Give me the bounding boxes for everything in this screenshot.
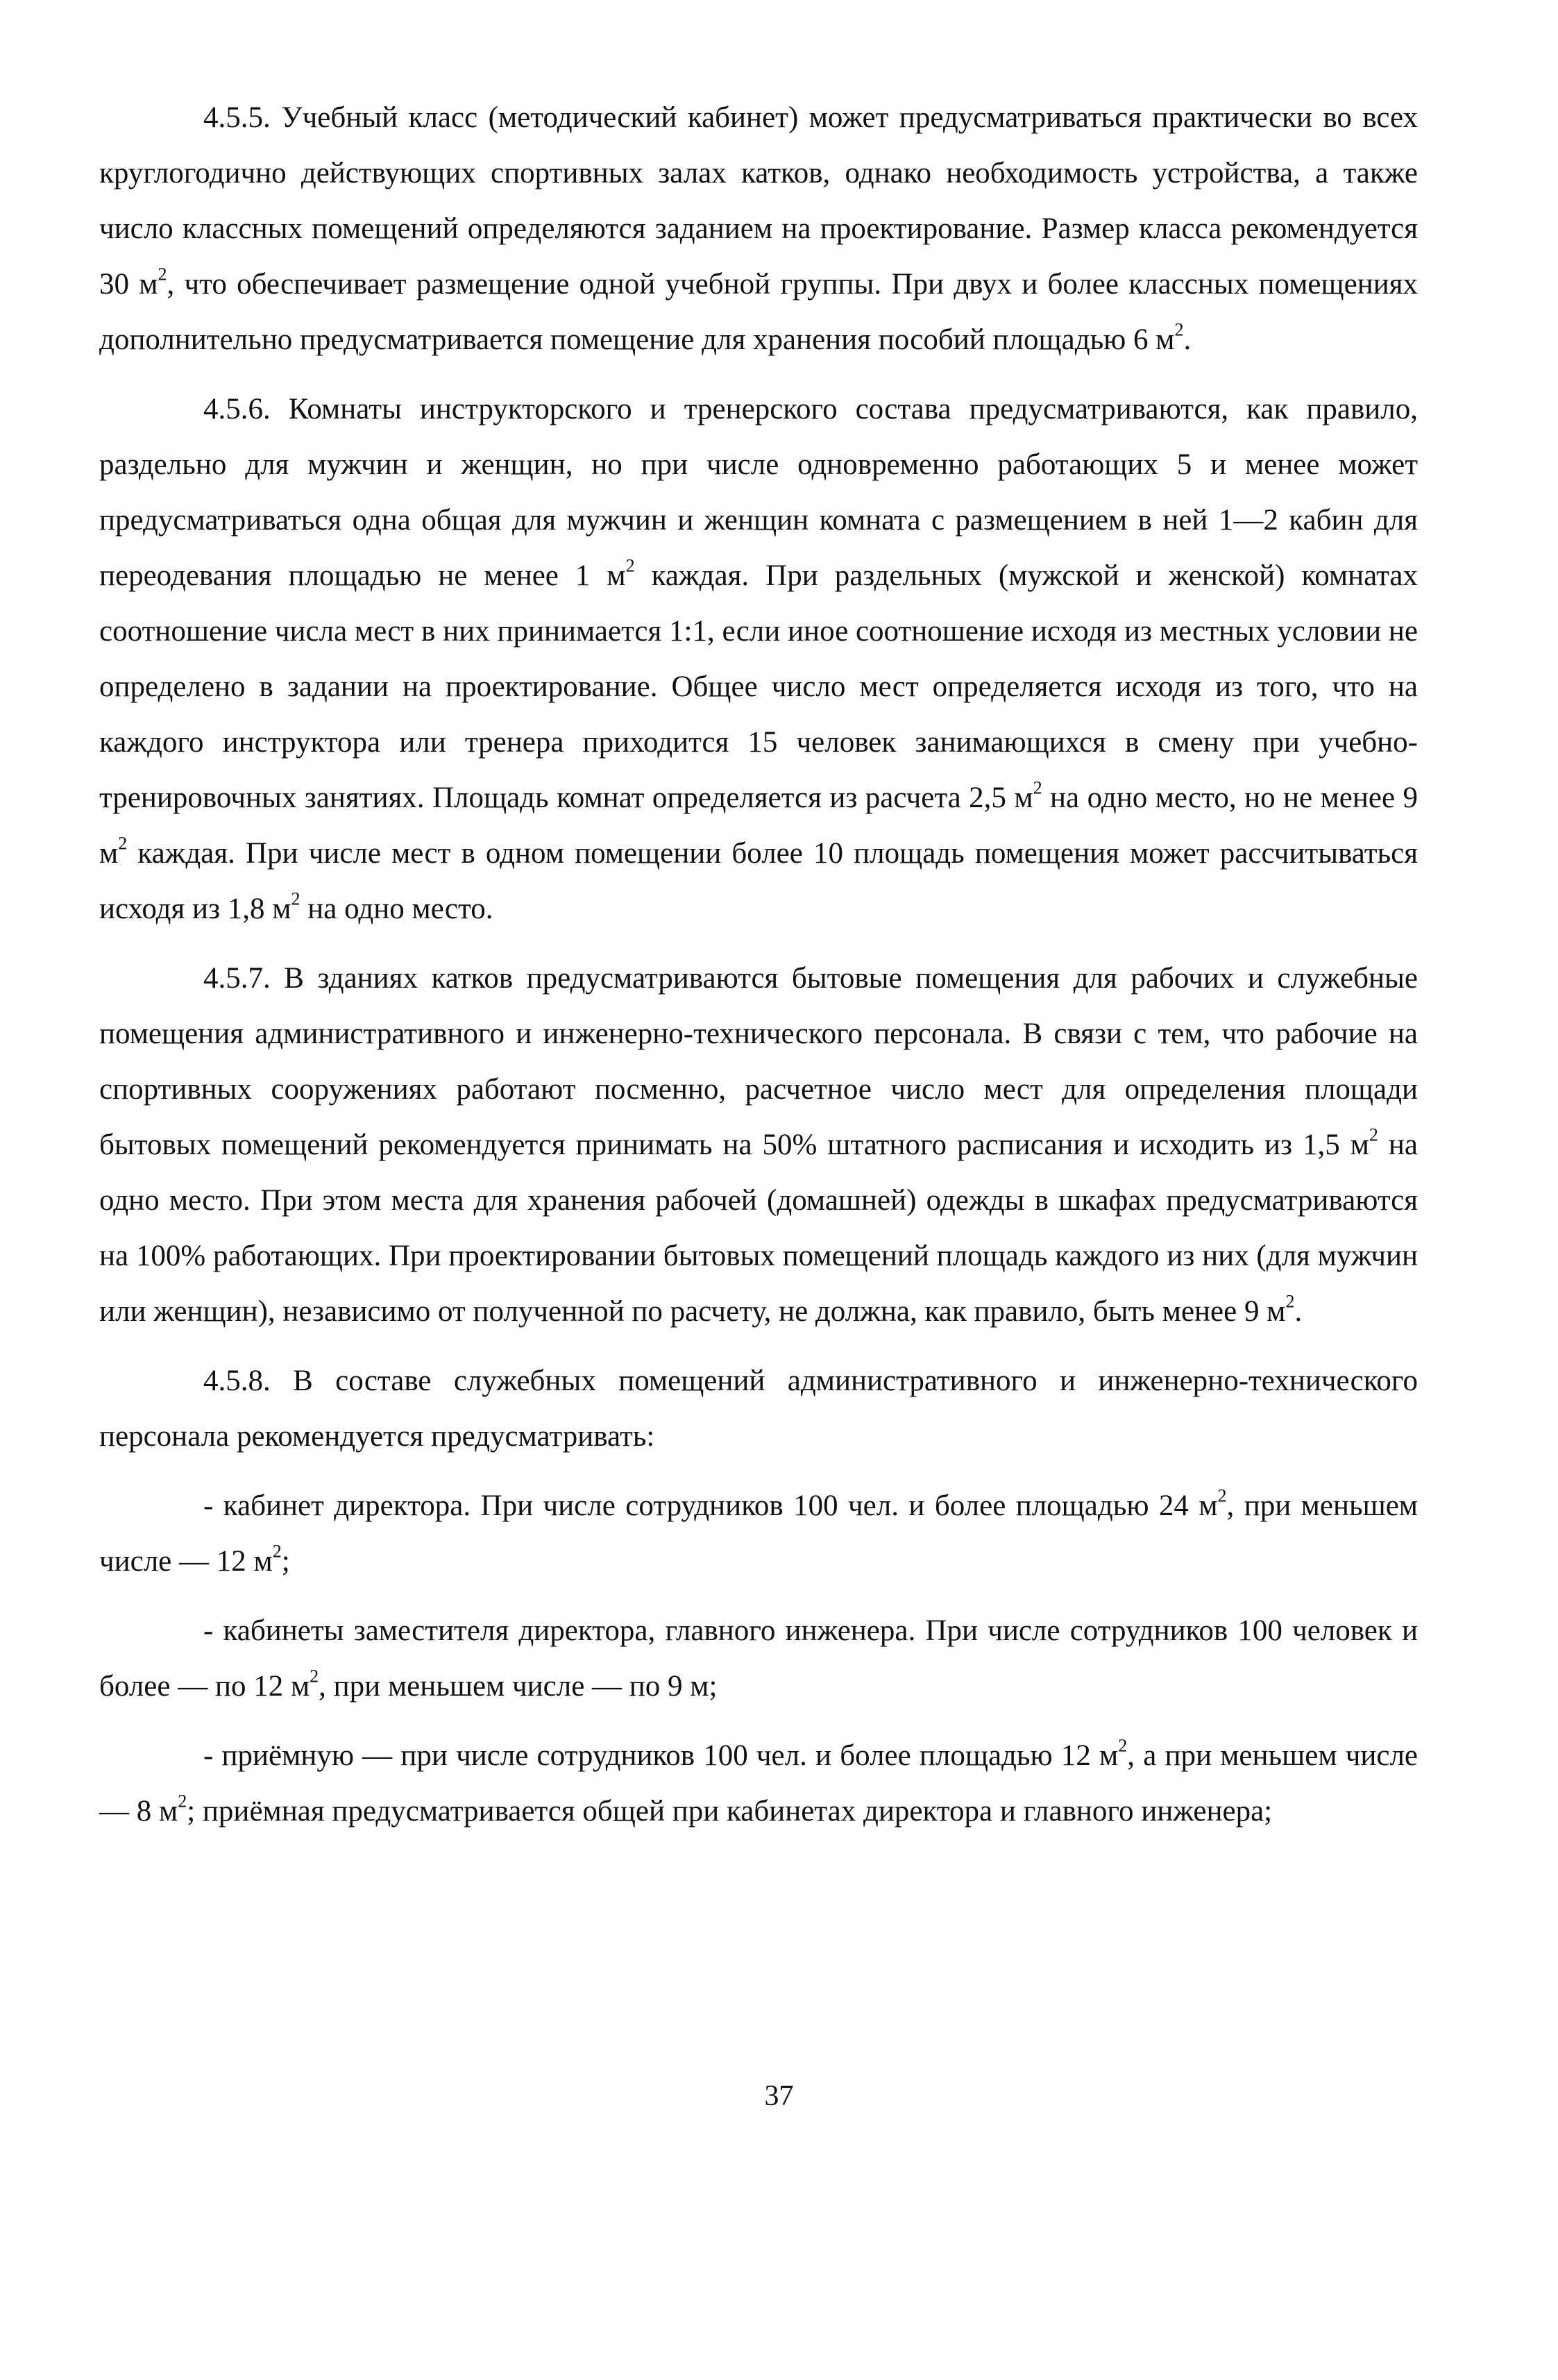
superscript: 2 [1118,1735,1128,1756]
superscript: 2 [310,1666,319,1687]
superscript: 2 [178,1791,187,1812]
superscript: 2 [1285,1291,1295,1312]
superscript: 2 [1174,319,1184,340]
text-run: , а при меньшем числе — 8 м [99,1739,1419,1828]
text-run: на одно место. [300,893,493,925]
text-run: каждая. При числе мест в одном помещении более 10 площадь помещения может рассчитываться исходя из 1,8 м [99,837,1418,925]
paragraph-4-5-5 [99,90,1418,368]
list-item-deputy-offices [99,1603,1418,1714]
text-run: , при меньшем числе — по 9 м; [319,1670,718,1703]
superscript: 2 [272,1541,282,1562]
paragraph-4-5-8 [99,1353,1418,1465]
text-run: - кабинет директора. При числе сотрудников 100 чел. и более площадью 24 м [203,1489,1218,1522]
text-run: , при меньшем числе — 12 м [99,1489,1418,1578]
superscript: 2 [1369,1124,1378,1145]
text-run: каждая. При раздельных (мужской и женской) комнатах соотношение числа мест в них принимается 1:1, если иное соотношение исходя из местных условии не определено в задании на проектирование. Общее число мест определяется исходя из того, что на каждого инструктора или тренера приходится 15 человек занимающихся в смену при учебно-тренировочных занятиях. Площадь комнат определяется из расчета 2,5 м [99,559,1418,814]
text-run: . [1183,323,1192,356]
superscript: 2 [1033,777,1042,798]
superscript: 2 [625,555,635,576]
body-text [99,90,1418,1839]
superscript: 2 [158,264,167,285]
text-run: - приёмную — при числе сотрудников 100 чел. и более площадью 12 м [203,1739,1119,1772]
superscript: 2 [291,888,300,909]
text-run: - кабинеты заместителя директора, главного инженера. При числе сотрудников 100 человек и более — по 12 м [99,1614,1418,1703]
list-item-director-office [99,1478,1418,1589]
text-run: ; [281,1545,290,1578]
paragraph-4-5-7 [99,951,1418,1340]
text-run: 4.5.6. Комнаты инструкторского и тренерского состава предусматриваются, как правило, раздельно для мужчин и женщин, но при числе одновременно работающих 5 и менее может предусматриваться одна общая для мужчин и женщин комната с размещением в ней 1—2 кабин для переодевания площадью не менее 1 м [99,393,1418,592]
text-run: на одно место, но не менее 9 м [99,782,1418,870]
paragraph-4-5-6 [99,382,1418,937]
text-run: 4.5.8. В составе служебных помещений административного и инженерно-технического персонала рекомендуется предусматривать: [99,1365,1418,1453]
list-item-reception [99,1728,1418,1839]
page-number: 37 [764,2080,794,2112]
text-run: ; приёмная предусматривается общей при кабинетах директора и главного инженера; [187,1795,1273,1828]
superscript: 2 [1217,1485,1227,1506]
text-run: 4.5.5. Учебный класс (методический кабинет) может предусматриваться практически во всех круглогодично действующих спортивных залах катков, однако необходимость устройства, а также число классных помещений определяются заданием на проектирование. Размер класса рекомендуется 30 м [99,101,1418,301]
text-run: на одно место. При этом места для хранения рабочей (домашней) одежды в шкафах предусматриваются на 100% работающих. При проектировании бытовых помещений площадь каждого из них (для мужчин или женщин), независимо от полученной по расчету, не должна, как правило, быть менее 9 м [99,1129,1418,1328]
text-run: . [1294,1295,1303,1328]
text-run: , что обеспечивает размещение одной учебной группы. При двух и более классных помещениях дополнительно предусматривается помещение для хранения пособий площадью 6 м [99,268,1418,356]
superscript: 2 [118,833,128,854]
text-run: 4.5.7. В зданиях катков предусматриваются бытовые помещения для рабочих и служебные помещения административного и инженерно-технического персонала. В связи с тем, что рабочие на спортивных сооружениях работают посменно, расчетное число мест для определения площади бытовых помещений рекомендуется принимать на 50% штатного расписания и исходить из 1,5 м [99,962,1418,1161]
